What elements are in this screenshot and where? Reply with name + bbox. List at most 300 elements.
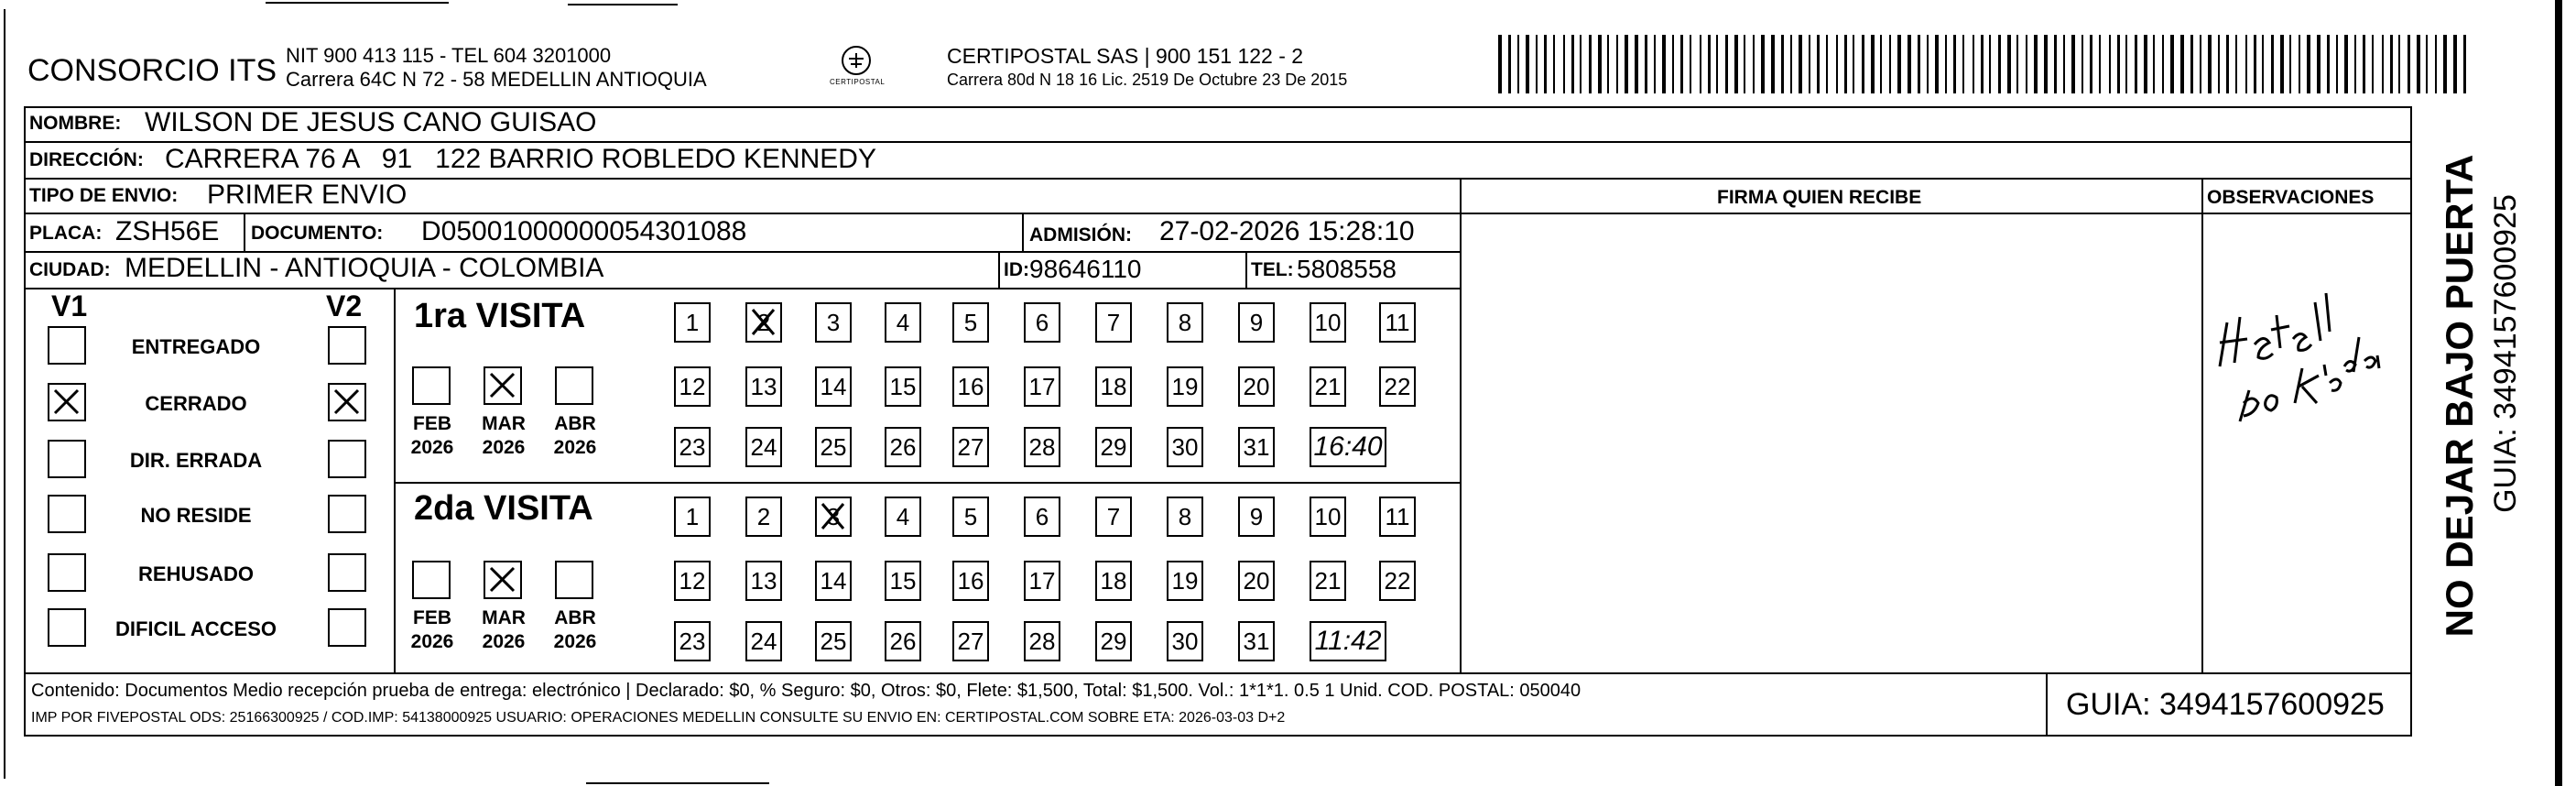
scan-left-edge (4, 9, 5, 779)
month-label: ABR (554, 607, 596, 628)
barcode-bar (2262, 35, 2264, 93)
day-box[interactable] (1024, 621, 1060, 661)
month-checkbox[interactable] (412, 561, 451, 599)
handwritten-x-mark (817, 498, 849, 534)
barcode-bar (2317, 35, 2321, 93)
day-box[interactable] (952, 561, 989, 601)
handwritten-x-mark (485, 562, 519, 596)
day-number: 1 (685, 502, 700, 530)
v1-checkbox[interactable] (48, 608, 86, 647)
barcode-bar (2289, 35, 2291, 93)
status-label: ENTREGADO (131, 335, 261, 358)
day-box[interactable] (1167, 302, 1203, 343)
day-box[interactable] (674, 561, 711, 601)
barcode-bar (2054, 35, 2057, 93)
day-box[interactable] (1379, 302, 1416, 343)
day-box[interactable] (1095, 427, 1132, 467)
rule-after-tipo (24, 213, 1460, 214)
barcode-bar (1625, 35, 1628, 93)
barcode-bar (1998, 35, 2001, 93)
barcode-bar (2170, 35, 2174, 93)
barcode-bar (2200, 35, 2201, 93)
barcode-bar (1580, 35, 1581, 93)
barcode-bar (2398, 35, 2400, 93)
id-value: 98646110 (1029, 255, 1142, 283)
day-box[interactable] (1167, 427, 1203, 467)
barcode-bar (2218, 35, 2220, 93)
day-number: 8 (1178, 308, 1192, 336)
day-box[interactable] (1167, 561, 1203, 601)
day-number: 26 (889, 432, 917, 461)
day-box[interactable] (745, 427, 782, 467)
carrier-name: CERTIPOSTAL SAS | 900 151 122 - 2 (947, 44, 1304, 68)
day-number: 25 (820, 627, 847, 655)
barcode-bar (1563, 35, 1565, 93)
day-number: 29 (1100, 627, 1127, 655)
status-label: NO RESIDE (140, 504, 252, 527)
rule-id-left (998, 251, 1000, 288)
barcode-bar (2063, 35, 2065, 93)
day-number: 27 (957, 627, 984, 655)
v1-checkbox[interactable] (48, 383, 86, 421)
barcode-bar (2099, 35, 2101, 93)
admision-value: 27-02-2026 15:28:10 (1159, 216, 1415, 246)
footer-guia: GUIA: 3494157600925 (2066, 687, 2385, 722)
barcode-bar (2354, 35, 2356, 93)
day-box[interactable] (1167, 366, 1203, 407)
barcode-bar (2144, 35, 2147, 93)
day-number: 7 (1106, 308, 1121, 336)
year-label: 2026 (410, 437, 454, 458)
barcode-bar (2125, 35, 2127, 93)
barcode-bar (1607, 35, 1609, 93)
company-name: CONSORCIO ITS (27, 53, 277, 88)
day-number: 28 (1028, 432, 1056, 461)
barcode-bar (1962, 35, 1964, 93)
scan-top-line-right (568, 4, 678, 5)
day-number: 13 (750, 566, 777, 595)
barcode-bar (1889, 35, 1891, 93)
barcode-bar (2254, 35, 2256, 93)
barcode-bar (1598, 35, 1602, 93)
year-label: 2026 (482, 437, 526, 458)
id-label: ID: (1004, 259, 1029, 280)
barcode-bar (1536, 35, 1538, 93)
month-checkbox[interactable] (412, 366, 451, 405)
v2-checkbox[interactable] (328, 440, 366, 478)
barcode-bar (2135, 35, 2137, 93)
day-number: 15 (889, 372, 917, 400)
v1-checkbox[interactable] (48, 326, 86, 365)
handwritten-x-mark (330, 385, 364, 419)
day-box[interactable] (1024, 497, 1060, 537)
barcode-bar (1771, 35, 1775, 93)
barcode-bar (1908, 35, 1911, 93)
side-guia: GUIA: 3494157600925 (2488, 194, 2523, 513)
day-box[interactable] (952, 366, 989, 407)
day-number: 18 (1100, 372, 1127, 400)
barcode-bar (1553, 35, 1555, 93)
barcode-bar (1935, 35, 1939, 93)
v2-checkbox[interactable] (328, 553, 366, 592)
day-box[interactable] (815, 497, 852, 537)
day-box[interactable] (885, 497, 921, 537)
handwritten-time: 11:42 (1314, 626, 1382, 656)
day-number: 16 (957, 566, 984, 595)
barcode-bar (1817, 35, 1820, 93)
day-box[interactable] (1024, 366, 1060, 407)
day-number: 24 (750, 627, 777, 655)
day-number: 11 (1385, 308, 1410, 336)
barcode-bar (2280, 35, 2284, 93)
barcode-bar (1700, 35, 1701, 93)
barcode-bar (2382, 35, 2384, 93)
barcode-bar (2016, 35, 2018, 93)
logo-text: CERTIPOSTAL (830, 78, 886, 86)
day-number: 22 (1384, 372, 1411, 400)
day-box[interactable] (745, 561, 782, 601)
barcode-bar (1781, 35, 1784, 93)
day-box[interactable] (1095, 621, 1132, 661)
barcode-bar (1498, 35, 1502, 93)
barcode-bar (2390, 35, 2393, 93)
barcode-bar (1853, 35, 1854, 93)
day-number: 6 (1035, 502, 1049, 530)
company-address: Carrera 64C N 72 - 58 MEDELLIN ANTIOQUIA (286, 68, 707, 91)
barcode-bar (2109, 35, 2111, 93)
day-box[interactable] (1379, 497, 1416, 537)
day-number: 5 (963, 308, 978, 336)
day-number: 5 (963, 502, 978, 530)
v2-header: V2 (326, 289, 363, 322)
month-checkbox[interactable] (484, 366, 522, 405)
day-box[interactable] (745, 621, 782, 661)
day-number: 21 (1314, 372, 1342, 400)
day-number: 3 (826, 502, 841, 530)
rule-guia-footer-left (2046, 672, 2048, 737)
barcode-bar (1809, 35, 1810, 93)
v1-checkbox[interactable] (48, 553, 86, 592)
barcode (1498, 35, 2471, 93)
barcode-bar (2208, 35, 2212, 93)
ciudad-label: CIUDAD: (29, 259, 111, 280)
day-box[interactable] (745, 497, 782, 537)
day-number: 2 (756, 502, 771, 530)
day-box[interactable] (952, 302, 989, 343)
barcode-bar (1753, 35, 1755, 93)
placa-label: PLACA: (29, 223, 103, 244)
rule-obs-left (2201, 178, 2203, 672)
month-checkbox[interactable] (484, 561, 522, 599)
day-number: 6 (1035, 308, 1049, 336)
barcode-bar (1880, 35, 1882, 93)
carrier-address: Carrera 80d N 18 16 Lic. 2519 De Octubre 23 De 2015 (947, 71, 1348, 89)
direccion-label: DIRECCIÓN: (29, 149, 144, 170)
barcode-bar (1616, 35, 1618, 93)
day-number: 8 (1178, 502, 1192, 530)
day-box[interactable] (1379, 366, 1416, 407)
day-box[interactable] (1238, 366, 1275, 407)
day-box[interactable] (952, 621, 989, 661)
day-number: 14 (820, 566, 847, 595)
barcode-bar (1744, 35, 1745, 93)
day-box[interactable] (815, 621, 852, 661)
barcode-bar (2117, 35, 2120, 93)
v2-checkbox[interactable] (328, 383, 366, 421)
barcode-bar (2426, 35, 2428, 93)
day-number: 22 (1384, 566, 1411, 595)
barcode-bar (2245, 35, 2247, 93)
barcode-bar (2363, 35, 2365, 93)
day-number: 17 (1028, 372, 1056, 400)
day-box[interactable] (674, 427, 711, 467)
day-number: 30 (1171, 627, 1199, 655)
day-box[interactable] (1238, 427, 1275, 467)
scan-bottom-line (586, 782, 769, 784)
v2-checkbox[interactable] (328, 608, 366, 647)
barcode-bar (2463, 35, 2466, 93)
barcode-bar (1844, 35, 1847, 93)
barcode-bar (2299, 35, 2300, 93)
month-label: FEB (413, 607, 451, 628)
day-box[interactable] (885, 621, 921, 661)
barcode-bar (2344, 35, 2348, 93)
day-number: 9 (1249, 308, 1264, 336)
day-number: 4 (896, 308, 910, 336)
v1-checkbox[interactable] (48, 440, 86, 478)
month-checkbox[interactable] (555, 561, 593, 599)
day-box[interactable] (1379, 561, 1416, 601)
status-label: DIFICIL ACCESO (114, 617, 277, 640)
status-label: DIR. ERRADA (129, 449, 263, 472)
day-box[interactable] (885, 366, 921, 407)
barcode-bar (1871, 35, 1875, 93)
status-label: REHUSADO (138, 562, 254, 585)
barcode-bar (1761, 35, 1765, 93)
barcode-bar (2435, 35, 2437, 93)
day-box[interactable] (885, 561, 921, 601)
day-box[interactable] (815, 427, 852, 467)
day-box[interactable] (745, 302, 782, 343)
day-box[interactable] (1238, 621, 1275, 661)
documento-value: D05001000000054301088 (421, 216, 747, 246)
day-box[interactable] (1095, 561, 1132, 601)
time-box[interactable] (1310, 621, 1386, 661)
barcode-bar (2453, 35, 2457, 93)
day-box[interactable] (1238, 302, 1275, 343)
day-number: 14 (820, 372, 847, 400)
day-box[interactable] (815, 366, 852, 407)
rule-after-ciudad (24, 288, 1460, 289)
day-number: 31 (1243, 627, 1270, 655)
barcode-bar (1645, 35, 1647, 93)
year-label: 2026 (410, 631, 454, 652)
day-number: 26 (889, 627, 917, 655)
rule-placa-right (244, 213, 245, 251)
barcode-bar (1734, 35, 1738, 93)
tel-label: TEL: (1251, 259, 1294, 280)
month-checkbox[interactable] (555, 366, 593, 405)
barcode-bar (1708, 35, 1711, 93)
day-box[interactable] (1024, 302, 1060, 343)
barcode-bar (2007, 35, 2011, 93)
day-box[interactable] (1095, 366, 1132, 407)
barcode-bar (1927, 35, 1929, 93)
barcode-bar (2327, 35, 2330, 93)
barcode-bar (1836, 35, 1838, 93)
day-number: 29 (1100, 432, 1127, 461)
day-box[interactable] (1095, 497, 1132, 537)
day-box[interactable] (1024, 427, 1060, 467)
scan-top-line-left (266, 2, 449, 4)
day-box[interactable] (1310, 302, 1346, 343)
barcode-bar (1973, 35, 1974, 93)
day-box[interactable] (745, 366, 782, 407)
barcode-bar (1862, 35, 1864, 93)
admision-label: ADMISIÓN: (1029, 224, 1132, 246)
day-box[interactable] (674, 497, 711, 537)
barcode-bar (2180, 35, 2184, 93)
barcode-bar (2162, 35, 2164, 93)
day-number: 25 (820, 432, 847, 461)
day-number: 12 (679, 372, 706, 400)
day-box[interactable] (1167, 621, 1203, 661)
barcode-bar (1571, 35, 1574, 93)
day-number: 2 (756, 308, 771, 336)
day-number: 1 (685, 308, 700, 336)
day-box[interactable] (1095, 302, 1132, 343)
barcode-bar (1799, 35, 1802, 93)
barcode-bar (1589, 35, 1592, 93)
footer-content: Contenido: Documentos Medio recepción prueba de entrega: electrónico | Declarado: $0, % Seguro: $0, Otros: $0, Flete: $1,500, Total: $1,500. Vol.: 1*1*1. 0.5 1 Unid. COD. POSTAL: 050040 (31, 681, 1581, 701)
barcode-bar (1690, 35, 1691, 93)
barcode-bar (2026, 35, 2027, 93)
rule-after-tipo-right (1460, 213, 2412, 214)
day-box[interactable] (1310, 366, 1346, 407)
tel-value: 5808558 (1297, 255, 1397, 283)
day-box[interactable] (1238, 497, 1275, 537)
time-box[interactable] (1310, 427, 1386, 467)
month-label: MAR (482, 413, 526, 434)
handwritten-time: 16:40 (1313, 431, 1383, 462)
nombre-value: WILSON DE JESUS CANO GUISAO (145, 107, 597, 137)
tipo-label: TIPO DE ENVIO: (29, 185, 179, 206)
barcode-bar (1672, 35, 1674, 93)
barcode-bar (1662, 35, 1666, 93)
year-label: 2026 (553, 631, 597, 652)
barcode-bar (2226, 35, 2229, 93)
observaciones-handwriting (2207, 266, 2408, 476)
day-number: 20 (1243, 372, 1270, 400)
barcode-bar (1716, 35, 1718, 93)
day-box[interactable] (1167, 497, 1203, 537)
barcode-bar (1790, 35, 1792, 93)
barcode-bar (2235, 35, 2237, 93)
barcode-bar (1517, 35, 1519, 93)
day-number: 3 (826, 308, 841, 336)
documento-label: DOCUMENTO: (251, 223, 384, 244)
scan-right-edge (2555, 0, 2562, 786)
handwritten-x-mark (485, 368, 519, 402)
day-box[interactable] (1310, 561, 1346, 601)
day-number: 7 (1106, 502, 1121, 530)
day-number: 9 (1249, 502, 1264, 530)
v2-checkbox[interactable] (328, 326, 366, 365)
day-box[interactable] (674, 366, 711, 407)
day-box[interactable] (1024, 561, 1060, 601)
day-number: 20 (1243, 566, 1270, 595)
barcode-bar (2372, 35, 2374, 93)
day-box[interactable] (952, 497, 989, 537)
day-number: 16 (957, 372, 984, 400)
firma-header: FIRMA QUIEN RECIBE (1717, 187, 1922, 208)
barcode-bar (1526, 35, 1529, 93)
day-number: 11 (1385, 502, 1410, 530)
day-number: 10 (1314, 502, 1342, 530)
barcode-bar (2081, 35, 2083, 93)
day-box[interactable] (674, 621, 711, 661)
day-box[interactable] (815, 302, 852, 343)
day-number: 15 (889, 566, 917, 595)
day-box[interactable] (952, 427, 989, 467)
year-label: 2026 (482, 631, 526, 652)
day-box[interactable] (885, 302, 921, 343)
day-number: 28 (1028, 627, 1056, 655)
v2-checkbox[interactable] (328, 495, 366, 533)
barcode-bar (1897, 35, 1901, 93)
v1-checkbox[interactable] (48, 495, 86, 533)
day-number: 17 (1028, 566, 1056, 595)
day-box[interactable] (815, 561, 852, 601)
month-label: MAR (482, 607, 526, 628)
rule-after-nombre (24, 141, 2412, 143)
ciudad-value: MEDELLIN - ANTIOQUIA - COLOMBIA (125, 253, 604, 283)
day-number: 31 (1243, 432, 1270, 461)
barcode-bar (1918, 35, 1920, 93)
rule-admision-left (1022, 213, 1024, 251)
day-number: 19 (1171, 372, 1199, 400)
day-number: 24 (750, 432, 777, 461)
day-number: 27 (957, 432, 984, 461)
day-box[interactable] (885, 427, 921, 467)
day-box[interactable] (1310, 497, 1346, 537)
day-box[interactable] (1238, 561, 1275, 601)
rule-firma-left (1460, 178, 1462, 672)
tipo-value: PRIMER ENVIO (207, 180, 408, 210)
day-number: 12 (679, 566, 706, 595)
day-box[interactable] (674, 302, 711, 343)
day-number: 10 (1314, 308, 1342, 336)
day-number: 19 (1171, 566, 1199, 595)
year-label: 2026 (553, 437, 597, 458)
barcode-bar (2090, 35, 2092, 93)
barcode-bar (2190, 35, 2193, 93)
handwritten-x-mark (49, 385, 83, 419)
rule-visit-split (394, 482, 1460, 484)
month-label: FEB (413, 413, 451, 434)
footer-print-info: IMP POR FIVEPOSTAL ODS: 25166300925 / COD.IMP: 54138000925 USUARIO: OPERACIONES MEDELLIN CONSULTE SU ENVIO EN: CERTIPOSTAL.COM SOBRE ETA: 2026-03-03 D+2 (31, 710, 1286, 726)
company-nit: NIT 900 413 115 - TEL 604 3201000 (286, 44, 612, 67)
barcode-bar (2034, 35, 2038, 93)
barcode-bar (1826, 35, 1828, 93)
rule-status-right (394, 288, 396, 672)
barcode-bar (2153, 35, 2155, 93)
day-number: 23 (679, 432, 706, 461)
barcode-bar (1654, 35, 1656, 93)
barcode-bar (2307, 35, 2310, 93)
month-label: ABR (554, 413, 596, 434)
day-number: 30 (1171, 432, 1199, 461)
